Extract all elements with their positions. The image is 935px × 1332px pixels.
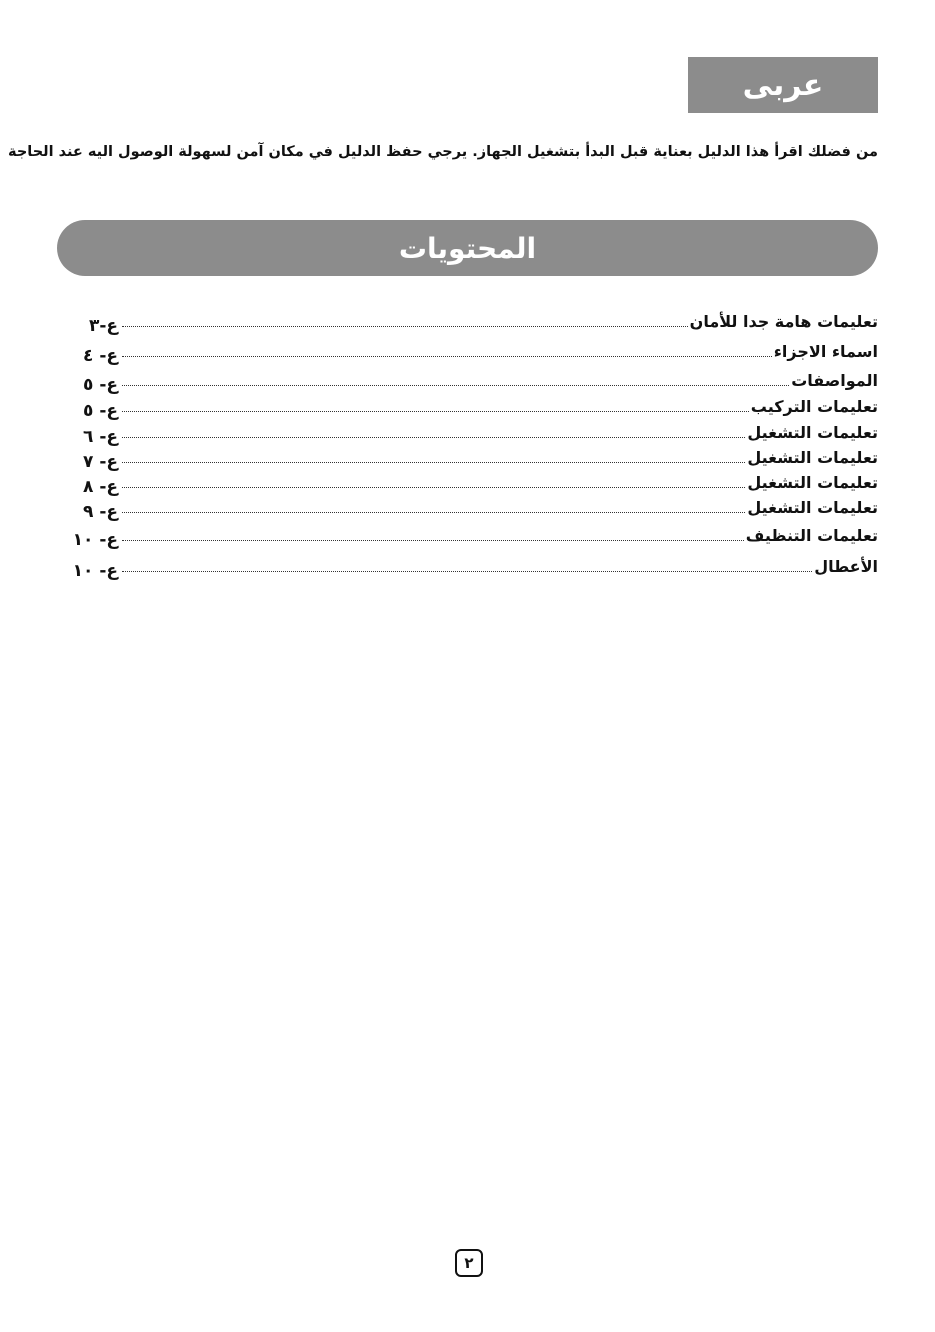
toc-entry[interactable] — [66, 520, 878, 550]
intro-paragraph: من فضلك اقرأ هذا الدليل بعناية قبل البدأ بتشغيل الجهاز. يرجي حفظ الدليل في مكان آمن لسهولة الوصول اليه عند الحاجة — [8, 144, 878, 160]
toc-entry-page: ع- ٩ — [83, 502, 118, 522]
toc-entry-title: الأعطال — [814, 557, 878, 576]
toc-entry[interactable] — [66, 336, 878, 366]
toc-entry-title: تعليمات التشغيل — [747, 423, 878, 442]
toc-entry[interactable] — [66, 417, 878, 447]
toc-entry-title: تعليمات التشغيل — [747, 498, 878, 517]
toc-dot-leader — [122, 511, 745, 513]
toc-entry-page: ع- ٧ — [83, 452, 118, 472]
toc-entry[interactable] — [66, 391, 878, 421]
toc-dot-leader — [122, 325, 688, 327]
toc-entry[interactable] — [66, 365, 878, 395]
toc-entry-page: ع- ٥ — [83, 375, 118, 395]
toc-entry-page: ع-٣ — [88, 316, 118, 336]
toc-entry-title: تعليمات التشغيل — [747, 473, 878, 492]
toc-dot-leader — [122, 461, 745, 463]
language-label: عربى — [742, 67, 824, 103]
language-tab — [688, 57, 878, 113]
toc-dot-leader — [122, 570, 812, 572]
contents-banner — [57, 220, 878, 276]
toc-dot-leader — [122, 384, 789, 386]
toc-entry[interactable] — [66, 306, 878, 336]
toc-entry-title: تعليمات التشغيل — [747, 448, 878, 467]
toc-entry-page: ع- ٦ — [83, 427, 118, 447]
page-number: ٢ — [464, 1254, 474, 1272]
toc-entry-page: ع- ٤ — [83, 346, 118, 366]
toc-entry-page: ع- ٨ — [83, 477, 118, 497]
toc-dot-leader — [122, 486, 745, 488]
toc-entry[interactable] — [66, 551, 878, 581]
toc-entry-page: ع- ١٠ — [72, 530, 118, 550]
toc-dot-leader — [122, 539, 744, 541]
toc-entry-page: ع- ١٠ — [72, 561, 118, 581]
toc-entry-title: تعليمات التنظيف — [745, 526, 878, 545]
page-number-badge — [455, 1249, 483, 1277]
toc-entry-page: ع- ٥ — [83, 401, 118, 421]
toc-entry-title: تعليمات التركيب — [750, 397, 878, 416]
toc-entry-title: المواصفات — [791, 371, 878, 390]
toc-entry[interactable] — [66, 442, 878, 472]
toc-entry[interactable] — [66, 492, 878, 522]
toc-dot-leader — [122, 436, 745, 438]
toc-dot-leader — [122, 355, 772, 357]
contents-title: المحتويات — [398, 231, 537, 265]
toc-entry-title: تعليمات هامة جدا للأمان — [689, 312, 878, 331]
toc-dot-leader — [122, 410, 749, 412]
toc-entry-title: اسماء الاجزاء — [773, 342, 878, 361]
toc-entry[interactable] — [66, 467, 878, 497]
